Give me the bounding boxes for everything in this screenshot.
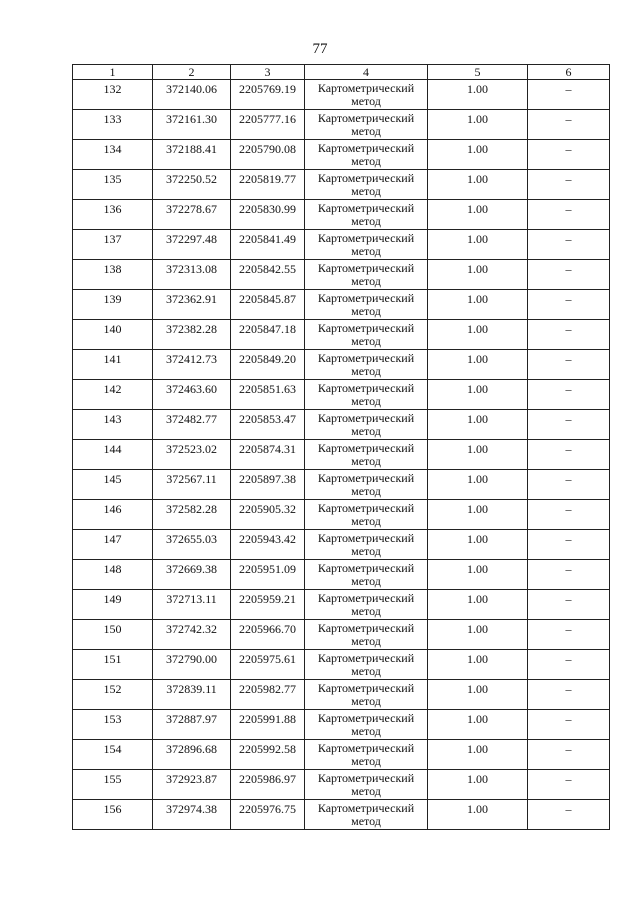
y-coordinate-cell: 2205830.99	[231, 200, 305, 230]
table-body	[73, 80, 610, 830]
note-cell: –	[528, 350, 610, 380]
y-coordinate-cell: 2205992.58	[231, 740, 305, 770]
note-cell: –	[528, 410, 610, 440]
note-cell: –	[528, 320, 610, 350]
y-coordinate-cell: 2205986.97	[231, 770, 305, 800]
column-header: 5	[428, 65, 528, 80]
method-cell: Картометрический метод	[305, 380, 428, 410]
accuracy-cell: 1.00	[428, 440, 528, 470]
note-cell: –	[528, 470, 610, 500]
point-number-cell: 156	[73, 800, 153, 830]
y-coordinate-cell: 2205982.77	[231, 680, 305, 710]
point-number-cell: 154	[73, 740, 153, 770]
note-cell: –	[528, 290, 610, 320]
y-coordinate-cell: 2205943.42	[231, 530, 305, 560]
table-row	[73, 260, 610, 290]
point-number-cell: 132	[73, 80, 153, 110]
x-coordinate-cell: 372655.03	[153, 530, 231, 560]
note-cell: –	[528, 560, 610, 590]
point-number-cell: 134	[73, 140, 153, 170]
accuracy-cell: 1.00	[428, 800, 528, 830]
x-coordinate-cell: 372313.08	[153, 260, 231, 290]
table-row	[73, 650, 610, 680]
y-coordinate-cell: 2205851.63	[231, 380, 305, 410]
accuracy-cell: 1.00	[428, 560, 528, 590]
method-cell: Картометрический метод	[305, 590, 428, 620]
x-coordinate-cell: 372923.87	[153, 770, 231, 800]
table-row	[73, 680, 610, 710]
y-coordinate-cell: 2205819.77	[231, 170, 305, 200]
table-row	[73, 710, 610, 740]
y-coordinate-cell: 2205853.47	[231, 410, 305, 440]
column-header: 1	[73, 65, 153, 80]
x-coordinate-cell: 372463.60	[153, 380, 231, 410]
x-coordinate-cell: 372161.30	[153, 110, 231, 140]
point-number-cell: 135	[73, 170, 153, 200]
x-coordinate-cell: 372297.48	[153, 230, 231, 260]
y-coordinate-cell: 2205849.20	[231, 350, 305, 380]
table-row	[73, 230, 610, 260]
y-coordinate-cell: 2205951.09	[231, 560, 305, 590]
method-cell: Картометрический метод	[305, 680, 428, 710]
x-coordinate-cell: 372412.73	[153, 350, 231, 380]
table-row	[73, 500, 610, 530]
table-row	[73, 560, 610, 590]
method-cell: Картометрический метод	[305, 740, 428, 770]
x-coordinate-cell: 372839.11	[153, 680, 231, 710]
point-number-cell: 147	[73, 530, 153, 560]
note-cell: –	[528, 140, 610, 170]
y-coordinate-cell: 2205975.61	[231, 650, 305, 680]
y-coordinate-cell: 2205769.19	[231, 80, 305, 110]
note-cell: –	[528, 710, 610, 740]
point-number-cell: 145	[73, 470, 153, 500]
method-cell: Картометрический метод	[305, 260, 428, 290]
x-coordinate-cell: 372482.77	[153, 410, 231, 440]
method-cell: Картометрический метод	[305, 410, 428, 440]
table-row	[73, 440, 610, 470]
point-number-cell: 140	[73, 320, 153, 350]
accuracy-cell: 1.00	[428, 530, 528, 560]
x-coordinate-cell: 372362.91	[153, 290, 231, 320]
note-cell: –	[528, 110, 610, 140]
page-number: 77	[312, 41, 328, 57]
table-row	[73, 320, 610, 350]
table-row	[73, 80, 610, 110]
x-coordinate-cell: 372140.06	[153, 80, 231, 110]
note-cell: –	[528, 230, 610, 260]
accuracy-cell: 1.00	[428, 650, 528, 680]
method-cell: Картометрический метод	[305, 140, 428, 170]
point-number-cell: 138	[73, 260, 153, 290]
point-number-cell: 143	[73, 410, 153, 440]
point-number-cell: 144	[73, 440, 153, 470]
x-coordinate-cell: 372790.00	[153, 650, 231, 680]
accuracy-cell: 1.00	[428, 500, 528, 530]
y-coordinate-cell: 2205897.38	[231, 470, 305, 500]
accuracy-cell: 1.00	[428, 740, 528, 770]
x-coordinate-cell: 372742.32	[153, 620, 231, 650]
point-number-cell: 137	[73, 230, 153, 260]
accuracy-cell: 1.00	[428, 200, 528, 230]
note-cell: –	[528, 170, 610, 200]
method-cell: Картометрический метод	[305, 110, 428, 140]
table-row	[73, 410, 610, 440]
accuracy-cell: 1.00	[428, 110, 528, 140]
accuracy-cell: 1.00	[428, 710, 528, 740]
point-number-cell: 133	[73, 110, 153, 140]
note-cell: –	[528, 380, 610, 410]
table-row	[73, 350, 610, 380]
point-number-cell: 151	[73, 650, 153, 680]
y-coordinate-cell: 2205959.21	[231, 590, 305, 620]
point-number-cell: 146	[73, 500, 153, 530]
accuracy-cell: 1.00	[428, 140, 528, 170]
method-cell: Картометрический метод	[305, 800, 428, 830]
x-coordinate-cell: 372887.97	[153, 710, 231, 740]
accuracy-cell: 1.00	[428, 590, 528, 620]
x-coordinate-cell: 372896.68	[153, 740, 231, 770]
method-cell: Картометрический метод	[305, 650, 428, 680]
accuracy-cell: 1.00	[428, 350, 528, 380]
accuracy-cell: 1.00	[428, 170, 528, 200]
method-cell: Картометрический метод	[305, 230, 428, 260]
x-coordinate-cell: 372713.11	[153, 590, 231, 620]
y-coordinate-cell: 2205842.55	[231, 260, 305, 290]
accuracy-cell: 1.00	[428, 290, 528, 320]
table-row	[73, 290, 610, 320]
table-row	[73, 620, 610, 650]
table-row	[73, 200, 610, 230]
method-cell: Картометрический метод	[305, 770, 428, 800]
y-coordinate-cell: 2205841.49	[231, 230, 305, 260]
y-coordinate-cell: 2205976.75	[231, 800, 305, 830]
table-row	[73, 530, 610, 560]
method-cell: Картометрический метод	[305, 200, 428, 230]
point-number-cell: 139	[73, 290, 153, 320]
y-coordinate-cell: 2205790.08	[231, 140, 305, 170]
method-cell: Картометрический метод	[305, 500, 428, 530]
accuracy-cell: 1.00	[428, 620, 528, 650]
table-row	[73, 170, 610, 200]
x-coordinate-cell: 372188.41	[153, 140, 231, 170]
accuracy-cell: 1.00	[428, 260, 528, 290]
note-cell: –	[528, 260, 610, 290]
note-cell: –	[528, 800, 610, 830]
table-row	[73, 380, 610, 410]
note-cell: –	[528, 530, 610, 560]
method-cell: Картометрический метод	[305, 440, 428, 470]
method-cell: Картометрический метод	[305, 470, 428, 500]
accuracy-cell: 1.00	[428, 680, 528, 710]
method-cell: Картометрический метод	[305, 530, 428, 560]
method-cell: Картометрический метод	[305, 350, 428, 380]
method-cell: Картометрический метод	[305, 80, 428, 110]
x-coordinate-cell: 372382.28	[153, 320, 231, 350]
method-cell: Картометрический метод	[305, 320, 428, 350]
table-row	[73, 110, 610, 140]
point-number-cell: 142	[73, 380, 153, 410]
method-cell: Картометрический метод	[305, 710, 428, 740]
y-coordinate-cell: 2205905.32	[231, 500, 305, 530]
accuracy-cell: 1.00	[428, 320, 528, 350]
note-cell: –	[528, 590, 610, 620]
table-row	[73, 590, 610, 620]
accuracy-cell: 1.00	[428, 380, 528, 410]
accuracy-cell: 1.00	[428, 470, 528, 500]
column-header: 3	[231, 65, 305, 80]
accuracy-cell: 1.00	[428, 80, 528, 110]
x-coordinate-cell: 372523.02	[153, 440, 231, 470]
table-row	[73, 740, 610, 770]
table-header-row	[73, 65, 610, 80]
point-number-cell: 155	[73, 770, 153, 800]
accuracy-cell: 1.00	[428, 230, 528, 260]
point-number-cell: 149	[73, 590, 153, 620]
method-cell: Картометрический метод	[305, 170, 428, 200]
note-cell: –	[528, 500, 610, 530]
accuracy-cell: 1.00	[428, 770, 528, 800]
point-number-cell: 150	[73, 620, 153, 650]
x-coordinate-cell: 372250.52	[153, 170, 231, 200]
note-cell: –	[528, 680, 610, 710]
column-header: 6	[528, 65, 610, 80]
point-number-cell: 148	[73, 560, 153, 590]
note-cell: –	[528, 740, 610, 770]
y-coordinate-cell: 2205874.31	[231, 440, 305, 470]
note-cell: –	[528, 80, 610, 110]
note-cell: –	[528, 440, 610, 470]
point-number-cell: 152	[73, 680, 153, 710]
x-coordinate-cell: 372974.38	[153, 800, 231, 830]
y-coordinate-cell: 2205845.87	[231, 290, 305, 320]
y-coordinate-cell: 2205847.18	[231, 320, 305, 350]
point-number-cell: 136	[73, 200, 153, 230]
x-coordinate-cell: 372278.67	[153, 200, 231, 230]
table-row	[73, 770, 610, 800]
point-number-cell: 141	[73, 350, 153, 380]
x-coordinate-cell: 372582.28	[153, 500, 231, 530]
y-coordinate-cell: 2205777.16	[231, 110, 305, 140]
note-cell: –	[528, 200, 610, 230]
table-row	[73, 140, 610, 170]
accuracy-cell: 1.00	[428, 410, 528, 440]
column-header: 2	[153, 65, 231, 80]
note-cell: –	[528, 770, 610, 800]
table-row	[73, 800, 610, 830]
coordinates-table	[72, 64, 610, 830]
point-number-cell: 153	[73, 710, 153, 740]
y-coordinate-cell: 2205966.70	[231, 620, 305, 650]
method-cell: Картометрический метод	[305, 620, 428, 650]
x-coordinate-cell: 372567.11	[153, 470, 231, 500]
table-row	[73, 470, 610, 500]
note-cell: –	[528, 650, 610, 680]
x-coordinate-cell: 372669.38	[153, 560, 231, 590]
method-cell: Картометрический метод	[305, 290, 428, 320]
note-cell: –	[528, 620, 610, 650]
method-cell: Картометрический метод	[305, 560, 428, 590]
column-header: 4	[305, 65, 428, 80]
y-coordinate-cell: 2205991.88	[231, 710, 305, 740]
